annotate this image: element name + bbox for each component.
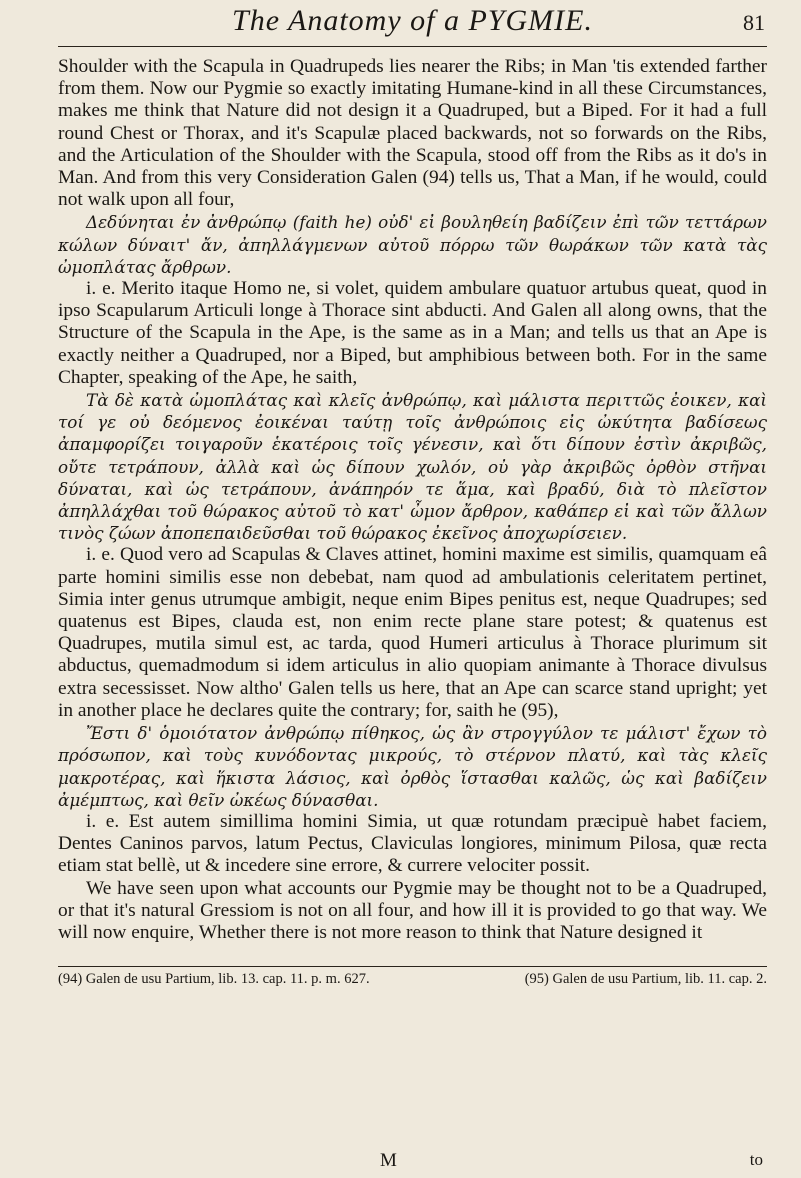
- greek-quote-1: Δεδύνηται ἐν ἀνθρώπῳ (faith he) οὐδ' εἰ βουληθείη βαδίζειν ἐπὶ τῶν τεττάρων κώλων δύναιτ' ἄν, ἀπηλλάγμενων αὐτοῦ πόρρω τῶν θωράκων τῶν κατὰ τὰς ὠμοπλάτας ἄρθρων.: [58, 212, 767, 277]
- paragraph-3: i. e. Quod vero ad Scapulas & Claves attinet, homini maxime est similis, quamquam eâ parte homini similis esse non debebat, nam quod ad ambulationis celeritatem pertinet, Simia inter genus utrumque ambigit, neque enim Bipes penitus est, neque Quadrupes; sed quatenus est Bipes, clauda est, non enim recte plane stare potest; & quatenus est Quadrupes, mutila simul est, ac tarda, quod Humeri articulus à Thorace plurimum sit abductus, quemadmodum si idem articulus in alio quopiam animante à Thorace divulsus extra secessisset. Now altho' Galen tells us here, that an Ape can scarce stand upright; yet in another place he declares quite the contrary; for, saith he (95),: [58, 544, 767, 721]
- page-number: 81: [743, 10, 765, 35]
- page-header: [58, 0, 767, 46]
- greek-quote-3: Ἔστι δ' ὁμοιότατον ἀνθρώπῳ πίθηκος, ὡς ἂν στρογγύλον τε μάλιστ' ἔχων τὸ πρόσωπον, καὶ τοὺς κυνόδοντας μικρούς, τὸ στέρνον πλατύ, καὶ τὰς κλεῖς μακροτέρας, καὶ ἥκιστα λάσιος, καὶ ὀρθὸς ἵστασθαι καλῶς, ὡς καὶ βαδίζειν ἀμέμπτως, καὶ θεῖν ὠκέως δύνασθαι.: [58, 723, 767, 810]
- footnote-rule: [58, 966, 767, 967]
- page-body: [58, 56, 767, 988]
- greek-quote-2: Τὰ δὲ κατὰ ὠμοπλάτας καὶ κλεῖς ἀνθρώπῳ, καὶ μάλιστα περιττῶς ἐοικεν, καὶ τοί γε οὐ δεόμενος ἐοικέναι ταύτῃ τοῖς ἀνθρώποις εἰς ὠκύτητα βαδίσεως ἀπαμφορίζει τοιγαροῦν ἑκατέροις τοῖς γένεσιν, καὶ ὅτι δίπουν ἐστὶν ἀκριβῶς, οὔτε τετράπουν, ἀλλὰ καὶ ὡς δίπουν χωλόν, οὐ γὰρ ἀκριβῶς ὀρθὸν στῆναι δύναται, καὶ ὡς τετράπουν, ἀνάπηρόν τε ἅμα, καὶ βραδύ, διὰ τὸ πλεῖστον ἀπηλλάχθαι τοῦ θώρακος αὐτοῦ τὸ κατ' ὦμον ἄρθρον, καθάπερ εἰ καὶ τῶν ἄλλων τινὸς ζώων ἀποπεπαιδεῦσθαι τοῦ θώρακος ἐκεῖνος ἀποχωρίσειεν.: [58, 390, 767, 544]
- paragraph-4: i. e. Est autem simillima homini Simia, ut quæ rotundam præcipuè habet faciem, Dentes Caninos parvos, latum Pectus, Claviculas longiores, minimum Pilosa, quæ recta etiam stat bellè, ut & incedere sine errore, & currere velociter possit.: [58, 810, 767, 877]
- header-rule: [58, 46, 767, 47]
- footnotes: [58, 970, 767, 988]
- catchword: to: [749, 1150, 763, 1169]
- running-title: The Anatomy of a PYGMIE.: [232, 4, 593, 37]
- paragraph-5: We have seen upon what accounts our Pygmie may be thought not to be a Quadruped, or that it's natural Gressiom is not on all four, and how ill it is provided to go that way. We will now enquire, Whether there is not more reason to think that Nature designed it: [58, 877, 767, 943]
- paragraph-2: i. e. Merito itaque Homo ne, si volet, quidem ambulare quatuor artubus queat, quod in ipso Scapularum Articuli longe à Thorace sint abducti. And Galen all along owns, that the Structure of the Scapula in the Ape, is the same as in a Man; and tells us that an Ape is exactly neither a Quadruped, nor a Biped, but amphibious between both. For in the same Chapter, speaking of the Ape, he saith,: [58, 278, 767, 388]
- signature-mark: M: [380, 1150, 397, 1171]
- footnote-95: (95) Galen de usu Partium, lib. 11. cap. 2.: [524, 971, 767, 988]
- paragraph-1: Shoulder with the Scapula in Quadrupeds lies nearer the Ribs; in Man 'tis extended farther from them. Now our Pygmie so exactly imitating Humane-kind in all these Circumstances, makes me think that Nature did not design it a Quadruped, but a Biped. For it had a full round Chest or Thorax, and it's Scapulæ placed backwards, not so forwards on the Ribs, and the Articulation of the Shoulder with the Scapula, stood off from the Ribs as it do's in Man. And from this very Consideration Galen (94) tells us, That a Man, if he would, could not walk upon all four,: [58, 56, 767, 211]
- footnote-94: (94) Galen de usu Partium, lib. 13. cap. 11. p. m. 627.: [58, 971, 370, 988]
